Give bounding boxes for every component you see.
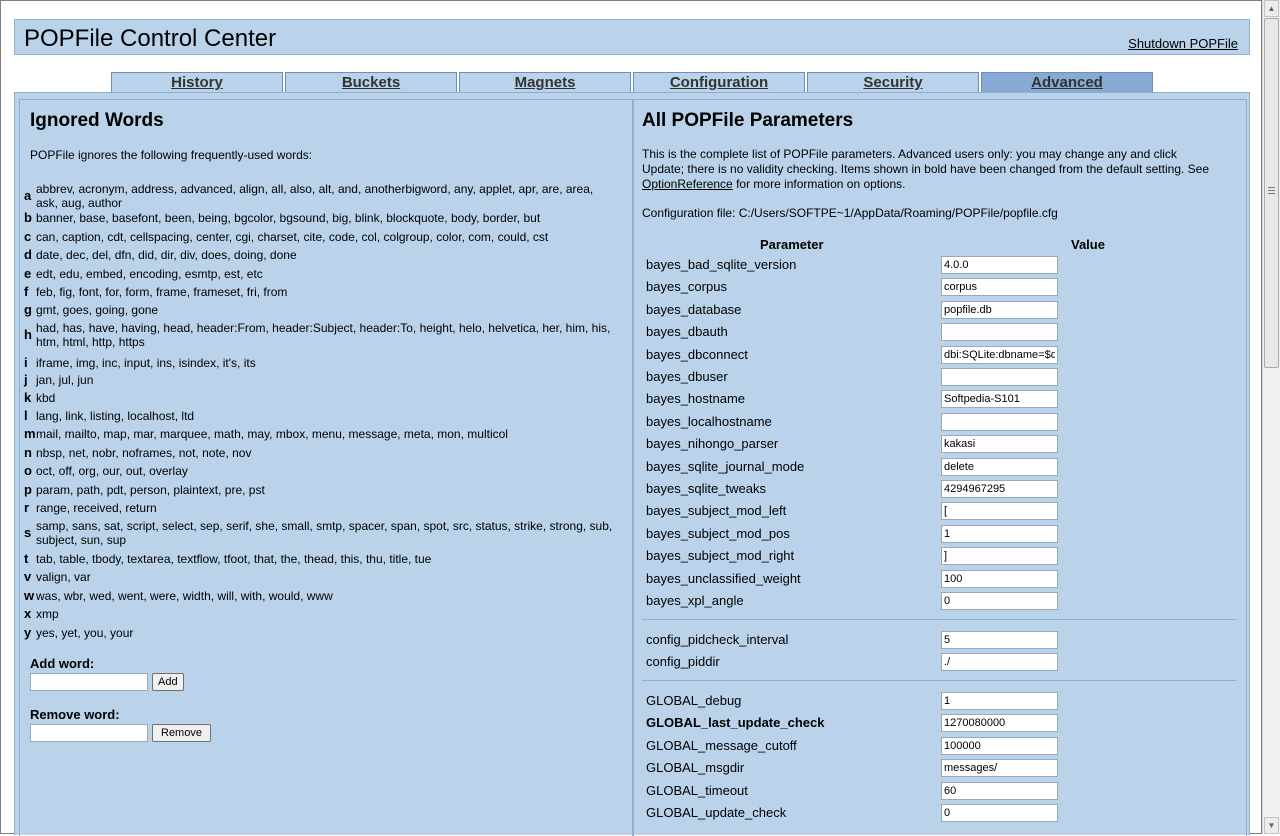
parameters-title: All POPFile Parameters	[642, 110, 854, 131]
app-title: POPFile Control Center	[24, 25, 277, 52]
ignored-group-words: feb, fig, font, for, form, frame, frameset, fri, from	[36, 285, 288, 299]
param-value-bayes-dbuser[interactable]	[941, 368, 1058, 386]
ignored-group-words: banner, base, basefont, been, being, bgcolor, bgsound, big, blink, blockquote, body, border, but	[36, 211, 541, 225]
ignored-group-letter: c	[24, 229, 32, 244]
ignored-group-letter: a	[24, 188, 32, 203]
param-value-bayes-localhostname[interactable]	[941, 413, 1058, 431]
remove-word-button[interactable]: Remove	[152, 724, 211, 742]
param-name-bayes-sqlite-tweaks: bayes_sqlite_tweaks	[646, 481, 766, 496]
ignored-group-letter: h	[24, 327, 32, 342]
param-value-bayes-sqlite-tweaks[interactable]	[941, 480, 1058, 498]
ignored-group-words: gmt, goes, going, gone	[36, 303, 159, 317]
param-value-global-debug[interactable]	[941, 692, 1058, 710]
ignored-group-letter: f	[24, 284, 29, 299]
param-value-config-piddir[interactable]	[941, 653, 1058, 671]
ignored-group-words: had, has, have, having, head, header:From, header:Subject, header:To, height, helo, helvetica, her, him, his, htm, html, http, https	[36, 321, 611, 349]
param-value-bayes-subject-mod-pos[interactable]	[941, 525, 1058, 543]
ignored-group-words: samp, sans, sat, script, select, sep, serif, she, small, smtp, spacer, span, spot, src, status, strike, strong, sub, subject, sun, sup	[36, 519, 613, 547]
ignored-group-letter: s	[24, 525, 32, 540]
add-word-label: Add word:	[30, 656, 95, 671]
param-value-bayes-dbauth[interactable]	[941, 323, 1058, 341]
ignored-group-letter: m	[24, 426, 36, 441]
ignored-group-letter: l	[24, 408, 28, 423]
ignored-group-letter: j	[24, 372, 28, 387]
param-name-global-last-update-check: GLOBAL_last_update_check	[646, 715, 825, 730]
ignored-group-words: jan, jul, jun	[36, 373, 94, 387]
parameters-intro-line1: This is the complete list of POPFile parameters. Advanced users only: you may change any and click	[642, 147, 1177, 161]
ignored-group-letter: o	[24, 463, 32, 478]
tab-magnets[interactable]: Magnets	[459, 72, 631, 92]
ignored-group-words: tab, table, tbody, textarea, textflow, tfoot, that, the, thead, this, thu, title, tue	[36, 552, 432, 566]
param-name-bayes-subject-mod-pos: bayes_subject_mod_pos	[646, 526, 790, 541]
param-value-bayes-sqlite-journal-mode[interactable]	[941, 458, 1058, 476]
ignored-words-pane	[19, 99, 633, 836]
value-column-header: Value	[1071, 237, 1105, 252]
content-panel	[14, 92, 1250, 835]
ignored-group-words: edt, edu, embed, encoding, esmtp, est, etc	[36, 267, 263, 281]
option-reference-link[interactable]: OptionReference	[642, 177, 733, 191]
ignored-group-words: abbrev, acronym, address, advanced, align, all, also, alt, and, anotherbigword, any, applet, apr, are, area, ask, aug, author	[36, 182, 594, 210]
parameter-column-header: Parameter	[760, 237, 824, 252]
add-word-input[interactable]	[30, 673, 148, 691]
param-value-global-msgdir[interactable]	[941, 759, 1058, 777]
param-name-config-pidcheck-interval: config_pidcheck_interval	[646, 632, 789, 647]
tab-buckets[interactable]: Buckets	[285, 72, 457, 92]
ignored-group-words: lang, link, listing, localhost, ltd	[36, 409, 195, 423]
parameter-group-divider	[642, 680, 1236, 681]
param-name-global-update-check: GLOBAL_update_check	[646, 805, 787, 820]
param-value-bayes-hostname[interactable]	[941, 390, 1058, 408]
param-value-bayes-xpl-angle[interactable]	[941, 592, 1058, 610]
ignored-group-words: iframe, img, inc, input, ins, isindex, it's, its	[36, 356, 256, 370]
ignored-group-letter: n	[24, 445, 32, 460]
param-name-bayes-xpl-angle: bayes_xpl_angle	[646, 593, 744, 608]
add-word-button[interactable]: Add	[152, 673, 184, 691]
param-name-bayes-subject-mod-left: bayes_subject_mod_left	[646, 503, 787, 518]
ignored-group-letter: k	[24, 390, 32, 405]
param-name-global-timeout: GLOBAL_timeout	[646, 783, 748, 798]
ignored-group-words: param, path, pdt, person, plaintext, pre, pst	[36, 483, 265, 497]
ignored-group-words: oct, off, org, our, out, overlay	[36, 464, 188, 478]
param-name-bayes-dbuser: bayes_dbuser	[646, 369, 728, 384]
ignored-group-words: range, received, return	[36, 501, 157, 515]
ignored-group-words: nbsp, net, nobr, noframes, not, note, nov	[36, 446, 252, 460]
ignored-group-letter: x	[24, 606, 32, 621]
parameter-group-divider	[642, 619, 1236, 620]
param-value-bayes-nihongo-parser[interactable]	[941, 435, 1058, 453]
ignored-group-letter: w	[24, 588, 35, 603]
ignored-group-words: was, wbr, wed, went, were, width, will, with, would, www	[36, 589, 333, 603]
ignored-group-letter: y	[24, 625, 32, 640]
param-value-bayes-unclassified-weight[interactable]	[941, 570, 1058, 588]
param-value-bayes-subject-mod-right[interactable]	[941, 547, 1058, 565]
param-value-bayes-database[interactable]	[941, 301, 1058, 319]
param-name-config-piddir: config_piddir	[646, 654, 720, 669]
param-name-bayes-subject-mod-right: bayes_subject_mod_right	[646, 548, 795, 563]
parameters-intro-line2: Update; there is no validity checking. Items shown in bold have been changed from the default setting. See	[642, 162, 1210, 176]
param-name-bayes-bad-sqlite-version: bayes_bad_sqlite_version	[646, 257, 797, 272]
param-value-bayes-bad-sqlite-version[interactable]	[941, 256, 1058, 274]
tab-configuration[interactable]: Configuration	[633, 72, 805, 92]
ignored-group-words: can, caption, cdt, cellspacing, center, cgi, charset, cite, code, col, colgroup, color, com, could, cst	[36, 230, 549, 244]
parameters-intro	[642, 147, 1242, 192]
param-name-bayes-dbauth: bayes_dbauth	[646, 324, 728, 339]
scroll-thumb[interactable]	[1264, 18, 1279, 368]
remove-word-input[interactable]	[30, 724, 148, 742]
tab-security[interactable]: Security	[807, 72, 979, 92]
parameters-intro-line3: for more information on options.	[732, 177, 906, 191]
ignored-group-words: mail, mailto, map, mar, marquee, math, may, mbox, menu, message, meta, mon, multicol	[36, 427, 508, 441]
param-name-bayes-sqlite-journal-mode: bayes_sqlite_journal_mode	[646, 459, 805, 474]
shutdown-link[interactable]: Shutdown POPFile	[1128, 36, 1238, 51]
ignored-words-intro: POPFile ignores the following frequently-used words:	[30, 148, 313, 162]
ignored-group-letter: p	[24, 482, 32, 497]
ignored-group-words: date, dec, del, dfn, did, dir, div, does, doing, done	[36, 248, 297, 262]
param-value-config-pidcheck-interval[interactable]	[941, 631, 1058, 649]
parameters-pane	[633, 99, 1247, 836]
app-header	[14, 19, 1250, 55]
param-value-global-timeout[interactable]	[941, 782, 1058, 800]
tab-history[interactable]: History	[111, 72, 283, 92]
param-value-bayes-corpus[interactable]	[941, 278, 1058, 296]
param-name-bayes-localhostname: bayes_localhostname	[646, 414, 772, 429]
ignored-group-letter: e	[24, 266, 32, 281]
param-name-bayes-dbconnect: bayes_dbconnect	[646, 347, 748, 362]
param-value-global-update-check[interactable]	[941, 804, 1058, 822]
scroll-down-arrow-icon[interactable]: ▼	[1264, 817, 1279, 834]
ignored-group-words: yes, yet, you, your	[36, 626, 134, 640]
ignored-group-words: valign, var	[36, 570, 91, 584]
ignored-group-letter: i	[24, 355, 28, 370]
ignored-group-letter: g	[24, 302, 32, 317]
param-value-bayes-dbconnect[interactable]	[941, 346, 1058, 364]
param-name-bayes-nihongo-parser: bayes_nihongo_parser	[646, 436, 779, 451]
ignored-group-letter: r	[24, 500, 30, 515]
ignored-group-letter: v	[24, 569, 32, 584]
tab-advanced[interactable]: Advanced	[981, 72, 1153, 92]
scroll-up-arrow-icon[interactable]: ▲	[1264, 0, 1279, 17]
param-name-bayes-database: bayes_database	[646, 302, 742, 317]
param-value-bayes-subject-mod-left[interactable]	[941, 502, 1058, 520]
ignored-group-letter: t	[24, 551, 29, 566]
param-name-global-msgdir: GLOBAL_msgdir	[646, 760, 745, 775]
remove-word-label: Remove word:	[30, 707, 120, 722]
ignored-group-letter: b	[24, 210, 32, 225]
param-value-global-last-update-check[interactable]	[941, 714, 1058, 732]
ignored-group-words: kbd	[36, 391, 56, 405]
param-name-bayes-hostname: bayes_hostname	[646, 391, 746, 406]
ignored-group-letter: d	[24, 247, 32, 262]
config-file-path: Configuration file: C:/Users/SOFTPE~1/AppData/Roaming/POPFile/popfile.cfg	[642, 206, 1058, 220]
ignored-group-words: xmp	[36, 607, 59, 621]
param-name-bayes-unclassified-weight: bayes_unclassified_weight	[646, 571, 801, 586]
param-name-global-message-cutoff: GLOBAL_message_cutoff	[646, 738, 797, 753]
ignored-words-title: Ignored Words	[30, 110, 164, 131]
param-name-bayes-corpus: bayes_corpus	[646, 279, 727, 294]
param-name-global-debug: GLOBAL_debug	[646, 693, 742, 708]
param-value-global-message-cutoff[interactable]	[941, 737, 1058, 755]
vertical-scrollbar[interactable]	[1262, 0, 1280, 834]
